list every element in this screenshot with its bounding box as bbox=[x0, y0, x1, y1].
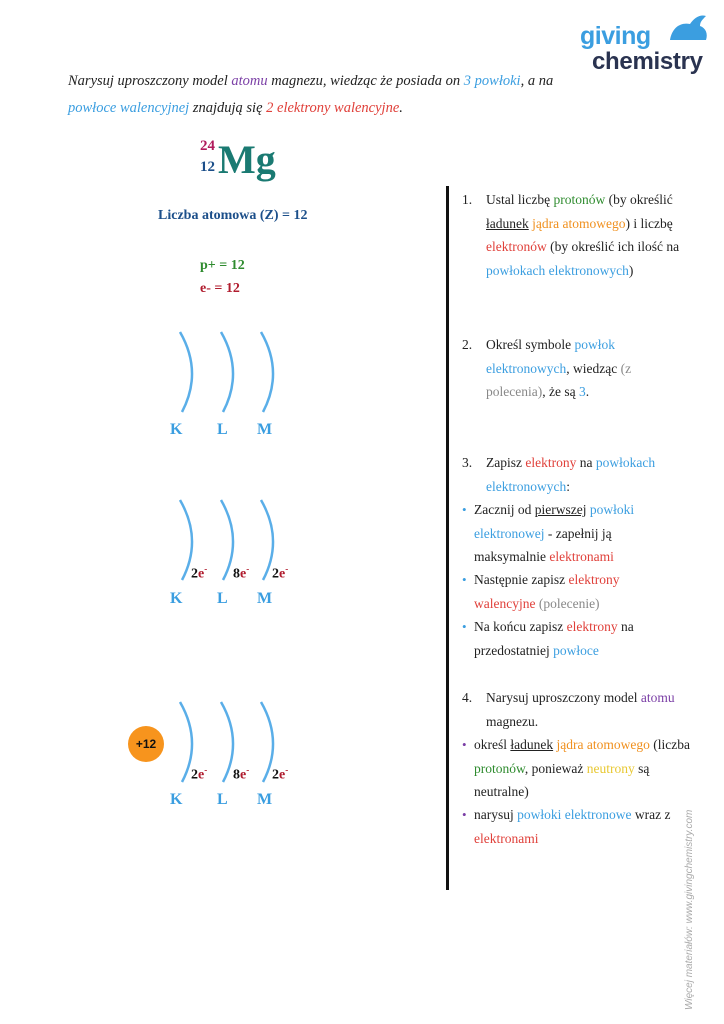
intro-shells: 3 powłoki bbox=[463, 73, 521, 89]
step-3: 3. Zapisz elektrony na powłokach elektronowych: bbox=[462, 451, 692, 498]
logo-text-chemistry: chemistry bbox=[592, 48, 703, 75]
shell-label-m: M bbox=[257, 791, 273, 808]
nucleus: +12 bbox=[128, 726, 164, 762]
shell-label-k: K bbox=[170, 421, 183, 438]
shell-label-l: L bbox=[217, 590, 228, 607]
shell-label-m: M bbox=[257, 421, 273, 438]
shell-label-k: K bbox=[170, 791, 183, 808]
shell-label-l: L bbox=[217, 421, 228, 438]
electron-config-l: 8e- bbox=[233, 564, 250, 582]
proton-count: p+ = 12 bbox=[200, 258, 245, 273]
electron-config-k: 2e- bbox=[191, 765, 208, 783]
electron-config-m: 2e- bbox=[272, 765, 289, 783]
mass-number: 24 bbox=[200, 138, 215, 154]
step-number: 1. bbox=[462, 192, 473, 207]
shell-label-k: K bbox=[170, 590, 183, 607]
electron-count: e- = 12 bbox=[200, 281, 240, 296]
element-mg: Mg bbox=[218, 137, 276, 182]
step-3-bullet-1: • Zacznij od pierwszej powłoki elektronowej - zapełnij ją maksymalnie elektronami bbox=[462, 502, 635, 564]
giving-chemistry-logo bbox=[580, 12, 720, 75]
shell-arc-m-1 bbox=[261, 332, 273, 412]
intro-text: Narysuj uproszczony model bbox=[68, 73, 232, 89]
watermark: Więcej materiałów: www.givingchemistry.com bbox=[684, 809, 695, 1010]
step-number: 3. bbox=[462, 455, 473, 470]
shell-label-m: M bbox=[257, 590, 273, 607]
intro-atom: atomu bbox=[231, 73, 268, 89]
intro-valence-shell: powłoce walencyjnej bbox=[68, 100, 190, 116]
electron-config-k: 2e- bbox=[191, 564, 208, 582]
step-4-bullet-2: • narysuj powłoki elektronowe wraz z elektronami bbox=[462, 807, 671, 846]
step-2: 2. Określ symbole powłok elektronowych, wiedząc (z polecenia), że są 3. bbox=[462, 333, 652, 404]
step-4-bullet-1: • określ ładunek jądra atomowego (liczba protonów, ponieważ neutrony są neutralne) bbox=[462, 737, 690, 799]
atomic-number-label: Liczba atomowa (Z) = 12 bbox=[158, 208, 308, 223]
shell-arc-l-3 bbox=[221, 702, 233, 782]
logo-text-giving: giving bbox=[580, 22, 651, 50]
step-number: 2. bbox=[462, 337, 473, 352]
atomic-number: 12 bbox=[200, 159, 215, 175]
shell-arc-l-2 bbox=[221, 500, 233, 580]
intro-valence-electrons: 2 elektrony walencyjne bbox=[266, 100, 400, 116]
step-4: 4. Narysuj uproszczony model atomu magnezu. bbox=[462, 686, 702, 733]
electron-config-m: 2e- bbox=[272, 564, 289, 582]
electron-config-l: 8e- bbox=[233, 765, 250, 783]
step-number: 4. bbox=[462, 690, 473, 705]
intro-text: . bbox=[399, 100, 403, 116]
step-3-bullet-3: • Na końcu zapisz elektrony na przedostatniej powłoce bbox=[462, 619, 634, 658]
step-1: 1. Ustal liczbę protonów (by określić ładunek jądra atomowego) i liczbę elektronów (by określić ich ilość na powłokach elektronowych) bbox=[462, 188, 702, 282]
shell-label-l: L bbox=[217, 791, 228, 808]
intro-text: magnezu, wiedząc że posiada on bbox=[267, 73, 464, 89]
intro-text: , a na bbox=[520, 73, 554, 89]
shell-arc-l-1 bbox=[221, 332, 233, 412]
vertical-divider bbox=[446, 186, 449, 890]
intro-text: znajdują się bbox=[189, 100, 267, 116]
step-3-bullet-2: • Następnie zapisz elektrony walencyjne (polecenie) bbox=[462, 572, 620, 611]
rabbit-logo-icon bbox=[666, 12, 710, 42]
shell-arc-k-1 bbox=[180, 332, 192, 412]
